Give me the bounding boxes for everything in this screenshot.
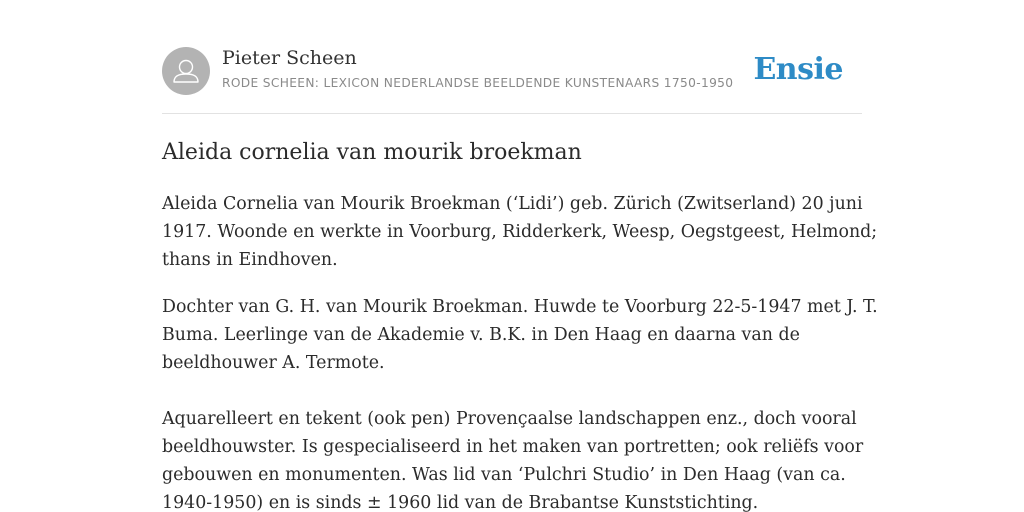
paragraph-line: Buma. Leerlinge van de Akademie v. B.K. in Den Haag en daarna van de	[162, 325, 800, 345]
paragraph-1	[162, 190, 878, 274]
author-name[interactable]: Pieter Scheen	[222, 47, 357, 69]
paragraph-line: Dochter van G. H. van Mourik Broekman. Huwde te Voorburg 22-5-1947 met J. T.	[162, 297, 878, 317]
divider	[162, 113, 862, 114]
source-title[interactable]: RODE SCHEEN: LEXICON NEDERLANDSE BEELDENDE KUNSTENAARS 1750-1950	[222, 76, 734, 90]
avatar	[162, 47, 210, 95]
brand-logo[interactable]: Ensie	[753, 52, 843, 87]
paragraph-line: thans in Eindhoven.	[162, 250, 338, 270]
author-header	[162, 47, 862, 95]
paragraph-line: beeldhouwer A. Termote.	[162, 353, 385, 373]
user-icon	[162, 47, 210, 95]
paragraph-line: 1940-1950) en is sinds ± 1960 lid van de Brabantse Kunststichting.	[162, 493, 759, 512]
paragraph-3	[162, 405, 862, 512]
paragraph-line: 1917. Woonde en werkte in Voorburg, Ridderkerk, Weesp, Oegstgeest, Helmond;	[162, 222, 878, 242]
paragraph-line: Aquarelleert en tekent (ook pen) Provençaalse landschappen enz., doch vooral	[162, 409, 857, 429]
paragraph-line: gebouwen en monumenten. Was lid van ‘Pulchri Studio’ in Den Haag (van ca.	[162, 465, 846, 485]
paragraph-line: Aleida Cornelia van Mourik Broekman (‘Lidi’) geb. Zürich (Zwitserland) 20 juni	[162, 194, 863, 214]
paragraph-2	[162, 293, 878, 377]
article-title: Aleida cornelia van mourik broekman	[162, 140, 582, 165]
paragraph-line: beeldhouwster. Is gespecialiseerd in het maken van portretten; ook reliëfs voor	[162, 437, 864, 457]
